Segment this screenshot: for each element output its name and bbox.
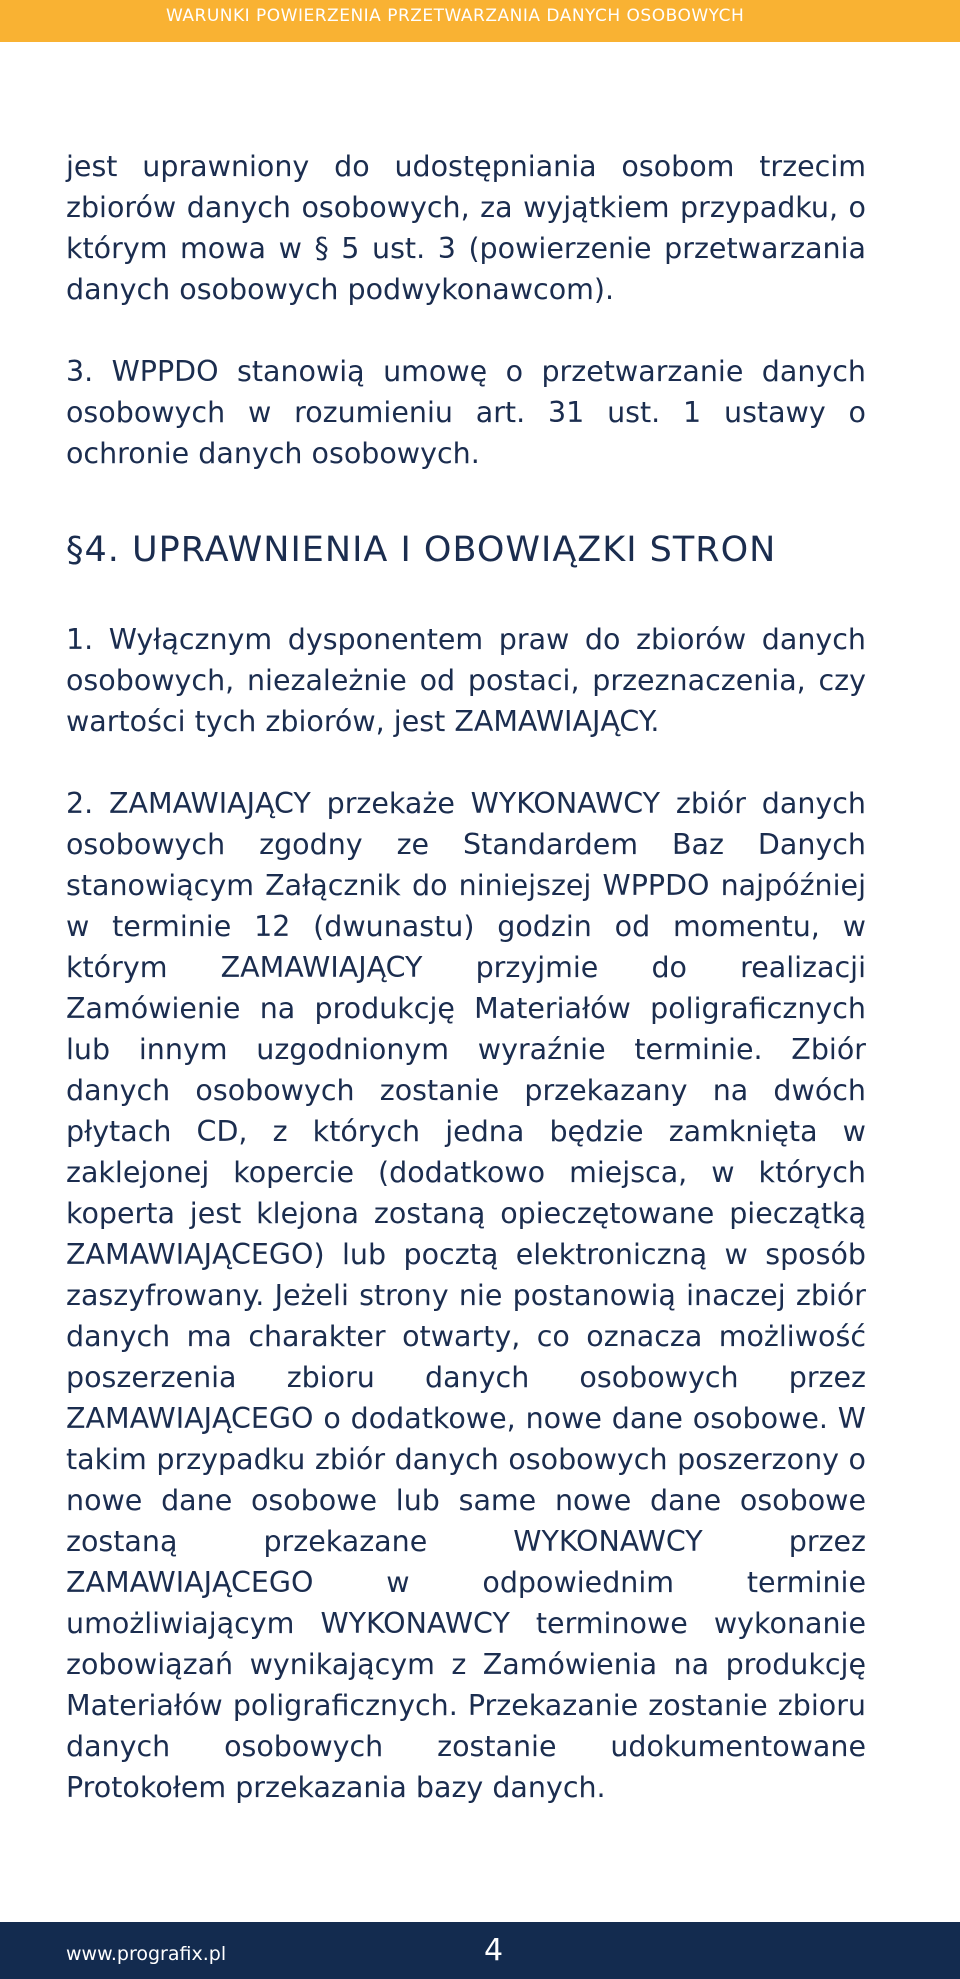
paragraph-section-1: 1. Wyłącznym dysponentem praw do zbiorów danych osobowych, niezależnie od postaci, przeznaczenia, czy wartości tych zbiorów, jest ZAMAWIAJĄCY.: [66, 623, 866, 738]
paragraph-continuation: jest uprawniony do udostępniania osobom trzecim zbiorów danych osobowych, za wyjątkiem przypadku, o którym mowa w § 5 ust. 3 (powierzenie przetwarzania danych osobowych podwykonawcom).: [66, 150, 866, 306]
section-heading: §4. UPRAWNIENIA I OBOWIĄZKI STRON: [66, 530, 777, 570]
document-title: WARUNKI POWIERZENIA PRZETWARZANIA DANYCH OSOBOWYCH: [166, 6, 745, 26]
paragraph-3: 3. WPPDO stanowią umowę o przetwarzanie danych osobowych w rozumieniu art. 31 ust. 1 ustawy o ochronie danych osobowych.: [66, 355, 866, 470]
page-content: [66, 146, 866, 1808]
website-link[interactable]: www.prografix.pl: [66, 1943, 227, 1965]
footer-bar: [0, 1922, 960, 1979]
header-bar: [0, 0, 960, 42]
page-number: 4: [484, 1933, 504, 1968]
paragraph-section-2: 2. ZAMAWIAJĄCY przekaże WYKONAWCY zbiór danych osobowych zgodny ze Standardem Baz Danych stanowiącym Załącznik do niniejszej WPPDO najpóźniej w terminie 12 (dwunastu) godzin od momentu, w którym ZAMAWIAJĄCY przyjmie do realizacji Zamówienie na produkcję Materiałów poligraficznych lub innym uzgodnionym wyraźnie terminie. Zbiór danych osobowych zostanie przekazany na dwóch płytach CD, z których jedna będzie zamknięta w zaklejonej kopercie (dodatkowo miejsca, w których koperta jest klejona zostaną opieczętowane pieczątką ZAMAWIAJĄCEGO) lub pocztą elektroniczną w sposób zaszyfrowany. Jeżeli strony nie postanowią inaczej zbiór danych ma charakter otwarty, co oznacza możliwość poszerzenia zbioru danych osobowych przez ZAMAWIAJĄCEGO o dodatkowe, nowe dane osobowe. W takim przypadku zbiór danych osobowych poszerzony o nowe dane osobowe lub same nowe dane osobowe zostaną przekazane WYKONAWCY przez ZAMAWIAJĄCEGO w odpowiednim terminie umożliwiającym WYKONAWCY terminowe wykonanie zobowiązań wynikającym z Zamówienia na produkcję Materiałów poligraficznych. Przekazanie zostanie zbioru danych osobowych zostanie udokumentowane Protokołem przekazania bazy danych.: [66, 787, 866, 1804]
